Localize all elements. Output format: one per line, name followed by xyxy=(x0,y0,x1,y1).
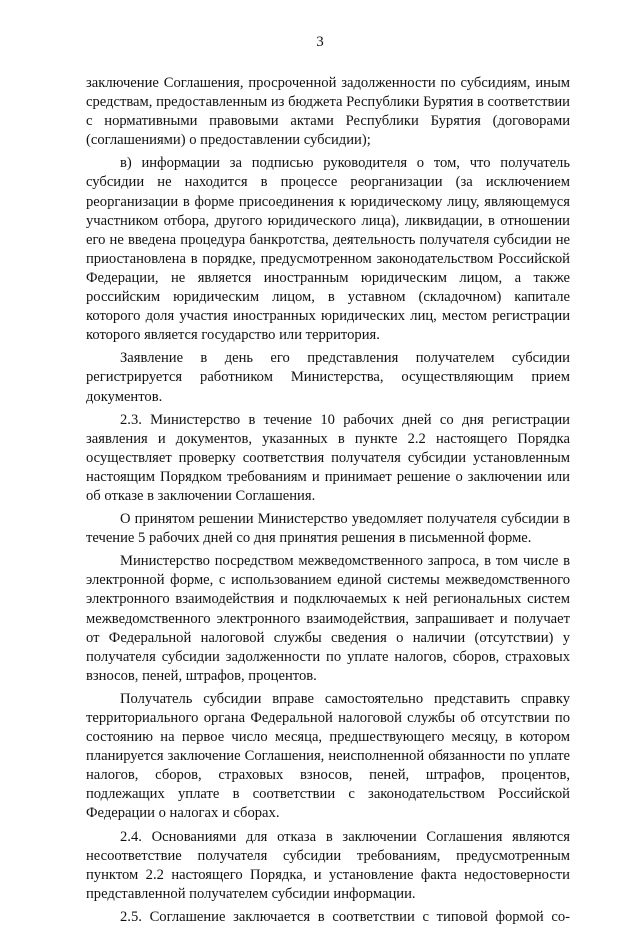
paragraph-registration: Заявление в день его представления получателем субсидии регистрируется работником Министерства, осуществляющим прием документов. xyxy=(86,350,570,405)
document-body xyxy=(86,74,570,931)
paragraph-2-4: 2.4. Основаниями для отказа в заключении Соглашения являются несоответствие получателя субсидии требованиям, предусмотренным пунктом 2.2 настоящего Порядка, и установление факта недостоверности представленной получателем субсидии информации. xyxy=(86,828,570,902)
page-number: 3 xyxy=(316,34,324,50)
paragraph-interagency-request: Министерство посредством межведомственного запроса, в том числе в электронной форме, с использованием единой системы межведомственного электронного взаимодействия и подключаемых к ней региональных систем межведомственного электронного взаимодействия, запрашивает и получает от Федеральной налоговой службы сведения о наличии (отсутствии) у получателя субсидии задолженности по уплате налогов, сборов, страховых взносов, пеней, штрафов, процентов. xyxy=(86,553,570,684)
paragraph-continuation: заключение Соглашения, просроченной задолженности по субсидиям, иным средствам, предоставленным из бюджета Республики Бурятия в соответствии с нормативными правовыми актами Республики Бурятия (договорами (соглашениями) о предоставлении субсидии); xyxy=(86,75,570,149)
paragraph-tax-certificate: Получатель субсидии вправе самостоятельно представить справку территориального органа Федеральной налоговой службы об отсутствии по состоянию на первое число месяца, предшествующего месяцу, в котором планируется заключение Соглашения, неисполненной обязанности по уплате налогов, сборов, страховых взносов, пеней, штрафов, процентов, подлежащих уплате в соответствии с законодательством Российской Федерации о налогах и сборах. xyxy=(86,690,570,822)
paragraph-2-5: 2.5. Соглашение заключается в соответствии с типовой формой со- xyxy=(120,908,570,925)
paragraph-notification: О принятом решении Министерство уведомляет получателя субсидии в течение 5 рабочих дней со дня принятия решения в письменной форме. xyxy=(86,511,570,547)
paragraph-item-v: в) информации за подписью руководителя о том, что получатель субсидии не находится в процессе реорганизации (за исключением реорганизации в форме присоединения к юридическому лицу, являющемуся участником отбора, другого юридического лица), ликвидации, в отношении его не введена процедура банкротства, деятельность получателя субсидии не приостановлена в порядке, предусмотренном законодательством Российской Федерации, не является иностранным юридическим лицом, а также российским юридическим лицом, в уставном (складочном) капитале которого доля участия иностранных юридических лиц, местом регистрации которого является государство или территория. xyxy=(86,155,570,344)
paragraph-2-3: 2.3. Министерство в течение 10 рабочих дней со дня регистрации заявления и документов, указанных в пункте 2.2 настоящего Порядка осуществляет проверку соответствия получателя субсидии установленным настоящим Порядком требованиям и принимает решение о заключении или об отказе в заключении Соглашения. xyxy=(86,411,570,504)
